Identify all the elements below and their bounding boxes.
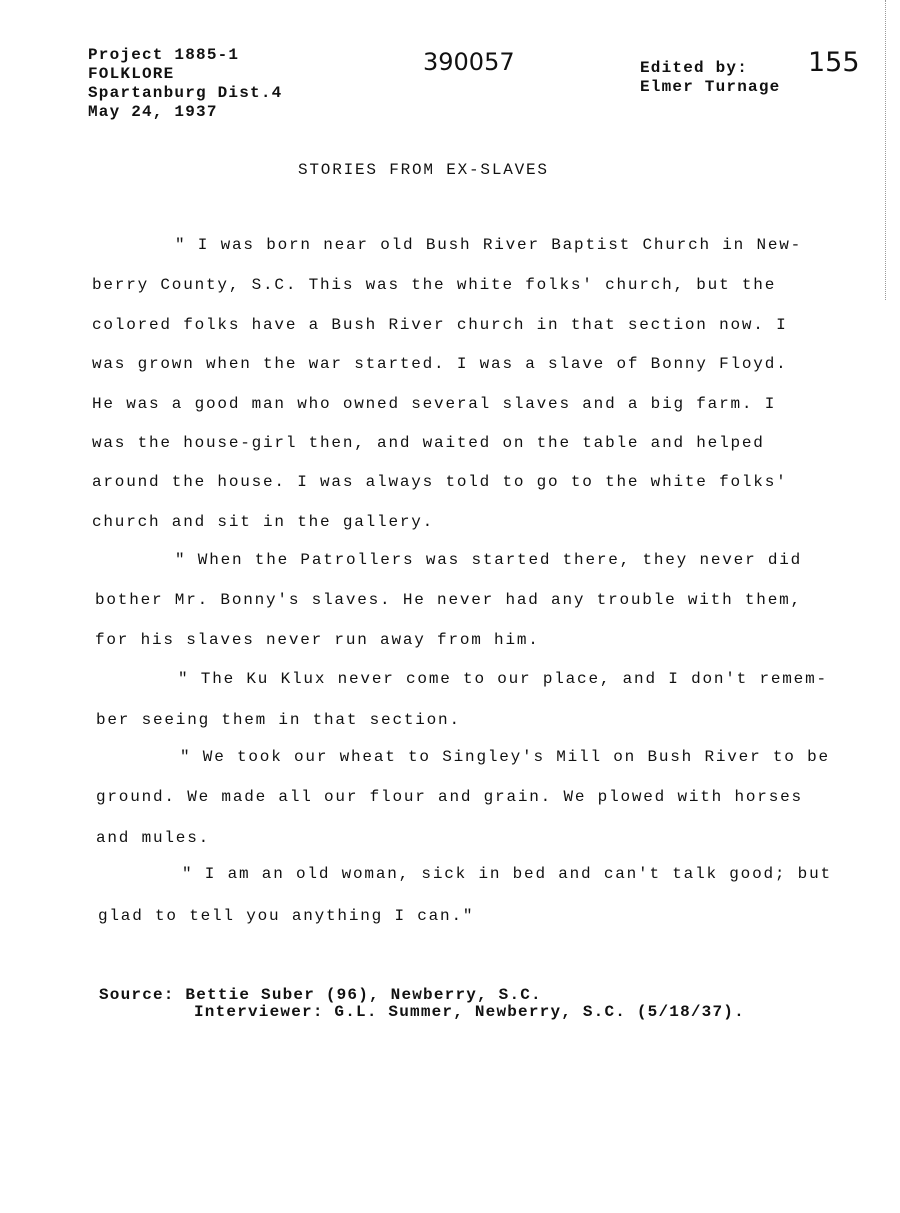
body-line: berry County, S.C. This was the white folks' church, but the <box>92 276 777 294</box>
body-line: for his slaves never run away from him. <box>95 631 540 649</box>
project-number: Project 1885-1 <box>88 46 240 64</box>
interviewer-line: Interviewer: G.L. Summer, Newberry, S.C. (5/18/37). <box>194 1003 745 1021</box>
collection-label: FOLKLORE <box>88 65 175 83</box>
body-line: church and sit in the gallery. <box>92 513 435 531</box>
body-line: ground. We made all our flour and grain. We plowed with horses <box>96 788 803 806</box>
district-label: Spartanburg Dist.4 <box>88 84 283 102</box>
page-edge <box>885 0 896 300</box>
body-line: was grown when the war started. I was a slave of Bonny Floyd. <box>92 355 788 373</box>
source-line: Source: Bettie Suber (96), Newberry, S.C. <box>99 986 542 1004</box>
body-line: ber seeing them in that section. <box>96 711 461 729</box>
body-line: " When the Patrollers was started there, they never did <box>175 551 803 569</box>
document-title: STORIES FROM EX-SLAVES <box>298 161 549 179</box>
body-line: " I am an old woman, sick in bed and can't talk good; but <box>182 865 832 883</box>
body-line: " We took our wheat to Singley's Mill on Bush River to be <box>180 748 830 766</box>
page-number: 155 <box>808 47 860 78</box>
date-label: May 24, 1937 <box>88 103 218 121</box>
body-line: and mules. <box>96 829 211 847</box>
stamp-number: 390057 <box>423 48 515 76</box>
body-line: He was a good man who owned several slaves and a big farm. I <box>92 395 777 413</box>
editor-name: Elmer Turnage <box>640 78 781 96</box>
edited-by-label: Edited by: <box>640 59 749 77</box>
body-line: was the house-girl then, and waited on the table and helped <box>92 434 765 452</box>
body-line: around the house. I was always told to go to the white folks' <box>92 473 788 491</box>
body-line: " The Ku Klux never come to our place, and I don't remem- <box>178 670 828 688</box>
body-line: glad to tell you anything I can." <box>98 907 475 925</box>
body-line: bother Mr. Bonny's slaves. He never had any trouble with them, <box>95 591 802 609</box>
body-line: " I was born near old Bush River Baptist Church in New- <box>175 236 803 254</box>
body-line: colored folks have a Bush River church in that section now. I <box>92 316 788 334</box>
